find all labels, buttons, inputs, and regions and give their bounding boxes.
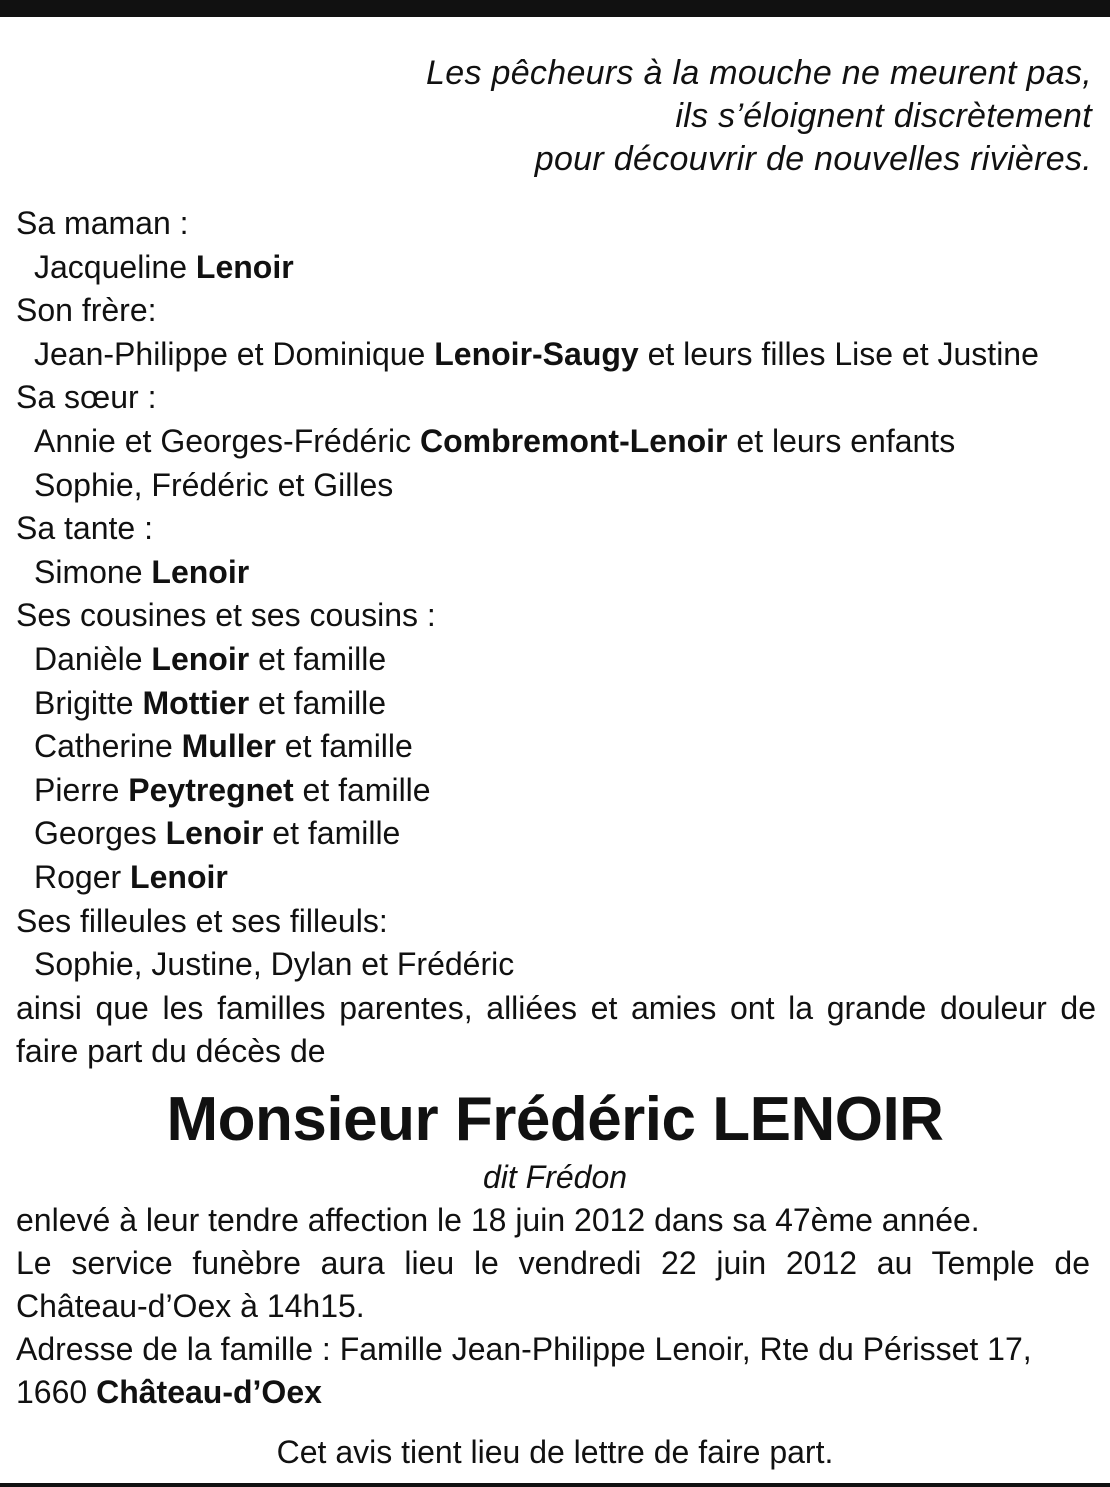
cousin-entry [16, 769, 1096, 813]
address-text: Adresse de la famille : Famille Jean-Philippe Lenoir, Rte du Périsset 17, 1660 [16, 1331, 1032, 1410]
cousin-entry [16, 856, 1096, 900]
brother-label: Son frère: [16, 292, 157, 329]
sister-label: Sa sœur : [16, 379, 157, 416]
entry-rest: et famille [284, 728, 413, 765]
top-rule [0, 0, 1110, 17]
service-text: Le service funèbre aura lieu le vendredi 22 juin 2012 au Temple de Château-d’Oex à 14h15. [16, 1245, 1090, 1324]
passing-text: enlevé à leur tendre affection le 18 juin 2012 dans sa 47ème année. [16, 1202, 980, 1238]
entry-rest: et famille [258, 640, 387, 677]
aunt-label: Sa tante : [16, 510, 153, 547]
announcement-text: ainsi que les familles parentes, alliées et amies ont la grande douleur de faire part du décès de [16, 989, 1096, 1070]
entry-rest: et leurs enfants [736, 422, 956, 459]
entry-rest: et famille [272, 815, 401, 852]
brother-entry [16, 333, 1096, 377]
surname: Lenoir [151, 640, 250, 677]
family-address [16, 1328, 1090, 1414]
entry-rest: et famille [258, 684, 387, 721]
surname: Lenoir [195, 248, 294, 285]
surname: Combremont-Lenoir [419, 422, 728, 459]
surname: Lenoir-Saugy [434, 335, 639, 372]
surname: Lenoir [130, 858, 228, 895]
mother-label: Sa maman : [16, 205, 189, 241]
surname: Peytregnet [128, 771, 294, 808]
notice-details [16, 1199, 1090, 1414]
godchildren-entry: Sophie, Justine, Dylan et Frédéric [34, 946, 515, 983]
first-name: Roger [34, 858, 122, 895]
sister-children: Sophie, Frédéric et Gilles [34, 466, 394, 503]
entry-rest: et leurs filles Lise et Justine [647, 335, 1039, 372]
cousins-label: Ses cousines et ses cousins : [16, 597, 436, 634]
cousin-entry [16, 725, 1096, 769]
first-name: Pierre [34, 771, 120, 808]
godchildren-label: Ses filleules et ses filleuls: [16, 902, 388, 939]
closing-note: Cet avis tient lieu de lettre de faire part. [276, 1434, 834, 1470]
deceased-name: Monsieur Frédéric LENOIR [166, 1085, 944, 1154]
first-name: Annie et Georges-Frédéric [34, 422, 412, 459]
cousin-entry [16, 812, 1096, 856]
first-name: Danièle [34, 640, 143, 677]
address-town: Château-d’Oex [96, 1374, 322, 1410]
epigraph [426, 52, 1092, 181]
cousin-entry [16, 638, 1096, 682]
first-name: Simone [34, 553, 143, 590]
epigraph-line: Les pêcheurs à la mouche ne meurent pas, [426, 54, 1092, 92]
first-name: Jacqueline [34, 248, 187, 285]
surname: Muller [181, 728, 276, 765]
cousin-entry [16, 682, 1096, 726]
surname: Mottier [142, 684, 250, 721]
entry-rest: et famille [302, 771, 431, 808]
surname: Lenoir [165, 815, 264, 852]
surname: Lenoir [151, 553, 250, 590]
first-name: Georges [34, 815, 157, 852]
epigraph-line: pour découvrir de nouvelles rivières. [534, 140, 1092, 178]
bottom-rule [0, 1483, 1110, 1487]
aunt-entry [16, 551, 1096, 595]
family-list [16, 202, 1096, 1074]
mother-entry [16, 246, 1096, 290]
sister-entry [16, 420, 1096, 464]
first-name: Jean-Philippe et Dominique [34, 335, 426, 372]
first-name: Catherine [34, 728, 173, 765]
epigraph-line: ils s’éloignent discrètement [675, 97, 1092, 135]
first-name: Brigitte [34, 684, 134, 721]
deceased-nickname: dit Frédon [482, 1159, 628, 1195]
